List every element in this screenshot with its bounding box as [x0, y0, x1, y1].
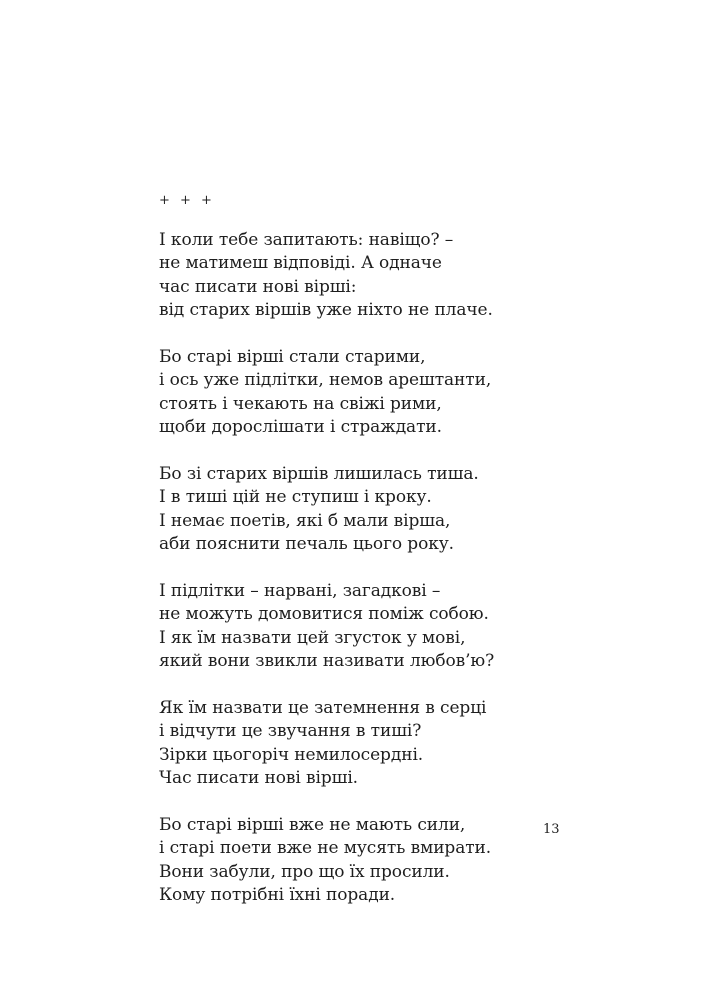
- stanza-2: [159, 346, 599, 440]
- poem-line: І як їм назвати цей згусток у мові,: [159, 627, 466, 648]
- poem: [159, 194, 599, 931]
- poem-line: Бо старі вірші вже не мають сили,: [159, 815, 466, 836]
- poem-line: І коли тебе запитають: навіщо? –: [159, 230, 454, 250]
- stanza-4: [159, 580, 599, 674]
- poem-line: Час писати нові вірші.: [159, 768, 358, 789]
- poem-line: І в тиші цій не ступиш і кроку.: [159, 487, 432, 508]
- poem-line: Вони забули, про що їх просили.: [159, 861, 450, 882]
- poem-line: і ось уже підлітки, немов арештанти,: [159, 370, 492, 391]
- poem-line: Бо старі вірші стали старими,: [159, 347, 426, 368]
- poem-line: щоби дорослішати і страждати.: [159, 417, 442, 438]
- poem-line: І підлітки – нарвані, загадкові –: [159, 581, 441, 602]
- section-mark: + + +: [159, 193, 215, 208]
- poem-line: Як їм назвати це затемнення в серці: [159, 698, 487, 719]
- page-number: 13: [543, 822, 560, 837]
- poem-line: Зірки цьогоріч немилосердні.: [159, 744, 424, 765]
- poem-line: аби пояснити печаль цього року.: [159, 534, 454, 555]
- stanza-6: [159, 814, 599, 908]
- poem-line: від старих віршів уже ніхто не плаче.: [159, 300, 493, 321]
- poem-line: час писати нові вірші:: [159, 276, 357, 297]
- poem-line: І немає поетів, які б мали вірша,: [159, 510, 451, 531]
- stanza-1: [159, 229, 599, 323]
- stanza-5: [159, 697, 599, 791]
- poem-line: який вони звикли називати любов’ю?: [159, 651, 495, 672]
- poem-line: не матимеш відповіді. А одначе: [159, 253, 442, 274]
- poem-line: стоять і чекають на свіжі рими,: [159, 393, 442, 414]
- poem-line: і старі поети вже не мусять вмирати.: [159, 838, 492, 859]
- poem-line: і відчути це звучання в тиші?: [159, 721, 422, 742]
- poem-line: Бо зі старих віршів лишилась тиша.: [159, 464, 479, 485]
- stanza-3: [159, 463, 599, 557]
- poem-line: Кому потрібні їхні поради.: [159, 885, 396, 906]
- poem-line: не можуть домовитися поміж собою.: [159, 604, 489, 625]
